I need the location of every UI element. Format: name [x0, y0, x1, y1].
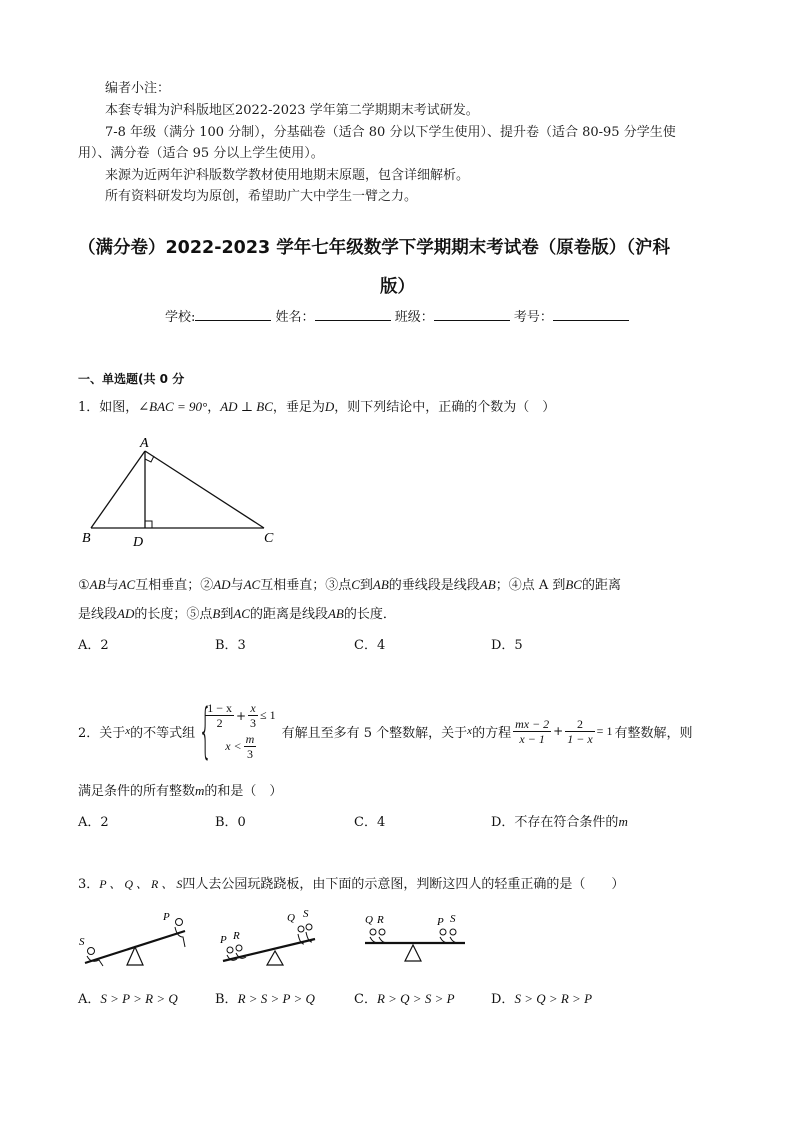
q3-option-d[interactable]: D．S > Q > R > P: [491, 991, 593, 1007]
label-c: C: [264, 531, 274, 546]
q1-foot-text: ，垂足为: [272, 400, 325, 415]
q1-comma: ，: [207, 400, 221, 415]
q1-option-d[interactable]: D．5: [491, 638, 523, 653]
page-title-line2: 版）: [380, 277, 415, 297]
q2-option-d[interactable]: D．不存在符合条件的m: [491, 814, 628, 830]
seesaw1-label-p: P: [163, 911, 170, 923]
q2-option-b[interactable]: B．0: [215, 815, 246, 830]
q1-option-a[interactable]: A．2: [78, 638, 109, 653]
q1-option-b[interactable]: B．3: [215, 638, 246, 653]
seesaw-2: [219, 908, 315, 965]
q1-stem: [78, 396, 555, 415]
q1-option-c[interactable]: C．4: [354, 638, 386, 653]
seesaw2-label-s: S: [303, 908, 309, 920]
q3-option-a[interactable]: A．S > P > R > Q: [78, 991, 178, 1007]
student-info-row: [165, 306, 629, 325]
right-angle-mark-d: [145, 521, 152, 528]
seesaw-3: [365, 913, 465, 961]
inequality-system: [205, 701, 275, 761]
right-angle-mark-a: [145, 456, 154, 462]
q1-statements-line2: 是线段AD的长度；⑤点B到AC的距离是线段AB的长度．: [78, 606, 396, 622]
q1-math-perp: AD ⊥ BC: [220, 399, 273, 414]
note-line1: 本套专辑为沪科版地区2022-2023 学年第二学期期末考试研发。: [105, 103, 479, 118]
school-label: 学校:: [165, 310, 196, 325]
class-label: 班级：: [394, 310, 434, 325]
school-field[interactable]: [195, 308, 271, 321]
seesaw3-label-r: R: [377, 914, 384, 926]
q3-option-b[interactable]: B．R > S > P > Q: [215, 991, 315, 1007]
note-line4: 所有资料研发均为原创，希望助广大中学生一臂之力。: [105, 189, 418, 204]
q2-equation: $\frac{mx - 2}{x - 1}$ + $\frac{2}{1 - x}$ = 1: [515, 716, 613, 746]
seesaw2-label-q: Q: [287, 912, 295, 924]
name-field[interactable]: [315, 308, 391, 321]
exam-no-field[interactable]: [553, 308, 629, 321]
q1-triangle-figure: [78, 430, 288, 550]
q1-suffix: ，则下列结论中，正确的个数为（ ）: [334, 400, 556, 415]
q3-option-c[interactable]: C．R > Q > S > P: [354, 991, 455, 1007]
seesaw2-label-r: R: [233, 930, 240, 942]
q3-seesaw-figures: [75, 905, 475, 980]
note-line2b: 用）、满分卷（适合 95 分以上学生使用）。: [78, 146, 324, 161]
q3-stem: 3．P 、 Q 、 R 、 S四人去公园玩跷跷板，由下面的示意图，判断这四人的轻重正确的是（ ）: [78, 877, 625, 892]
seesaw1-label-s: S: [79, 936, 85, 948]
segment-ac: [145, 451, 264, 528]
exam-no-label: 考号：: [513, 310, 553, 325]
seesaw-1: [79, 911, 185, 966]
label-a: A: [140, 436, 149, 451]
system-brace: {: [198, 696, 213, 766]
q1-statements-line1: ①AB与AC互相垂直；②AD与AC互相垂直；③点C到AB的垂线段是线段AB；④点 A 到BC的距离: [78, 577, 621, 593]
label-b: B: [82, 531, 91, 546]
section-heading: 一、单选题(共 0 分: [78, 372, 185, 386]
note-heading: 编者小注：: [105, 81, 171, 96]
q1-math-angle: ∠BAC = 90°: [138, 399, 208, 414]
seesaw3-label-p: P: [437, 916, 444, 928]
seesaw3-label-q: Q: [365, 914, 373, 926]
inequality-1: $\frac{1 - x}{2}$ + $\frac{x}{3}$ ≤ 1: [207, 701, 276, 730]
inequality-2: x < $\frac{m}{3}$: [225, 732, 255, 761]
note-line2a: 7-8 年级（满分 100 分制），分基础卷（适合 80 分以下学生使用）、提升卷（适合 80-95 分学生使: [105, 125, 676, 140]
class-field[interactable]: [434, 308, 510, 321]
q2-option-a[interactable]: A．2: [78, 815, 109, 830]
segment-ab: [91, 451, 145, 528]
q2-option-c[interactable]: C．4: [354, 815, 386, 830]
q2-stem: 2．关于 x 的不等式组 { $\frac{1 - x}{2}$ + $\frac{x}{3}$ ≤ 1 x < $\frac{m}{3}$ 有解且至多有 5 个整数解，关于 x 的方程 $\frac{mx - 2}{x - 1}$ + $\frac{2}{1 - x}$ = 1 有整数解，则: [78, 696, 693, 766]
label-d: D: [133, 535, 144, 550]
q1-prefix: 1．如图，: [78, 400, 139, 415]
q1-math-d: D: [324, 399, 335, 414]
name-label: 姓名：: [275, 310, 315, 325]
page-title-line1: （满分卷）2022-2023 学年七年级数学下学期期末考试卷（原卷版）（沪科: [78, 238, 671, 258]
note-line3: 来源为近两年沪科版数学教材使用地期末原题，包含详细解析。: [105, 168, 470, 183]
seesaw2-label-p: P: [220, 934, 227, 946]
seesaw3-label-s: S: [450, 913, 456, 925]
q2-stem-line2: 满足条件的所有整数m的和是（ ）: [78, 783, 283, 799]
